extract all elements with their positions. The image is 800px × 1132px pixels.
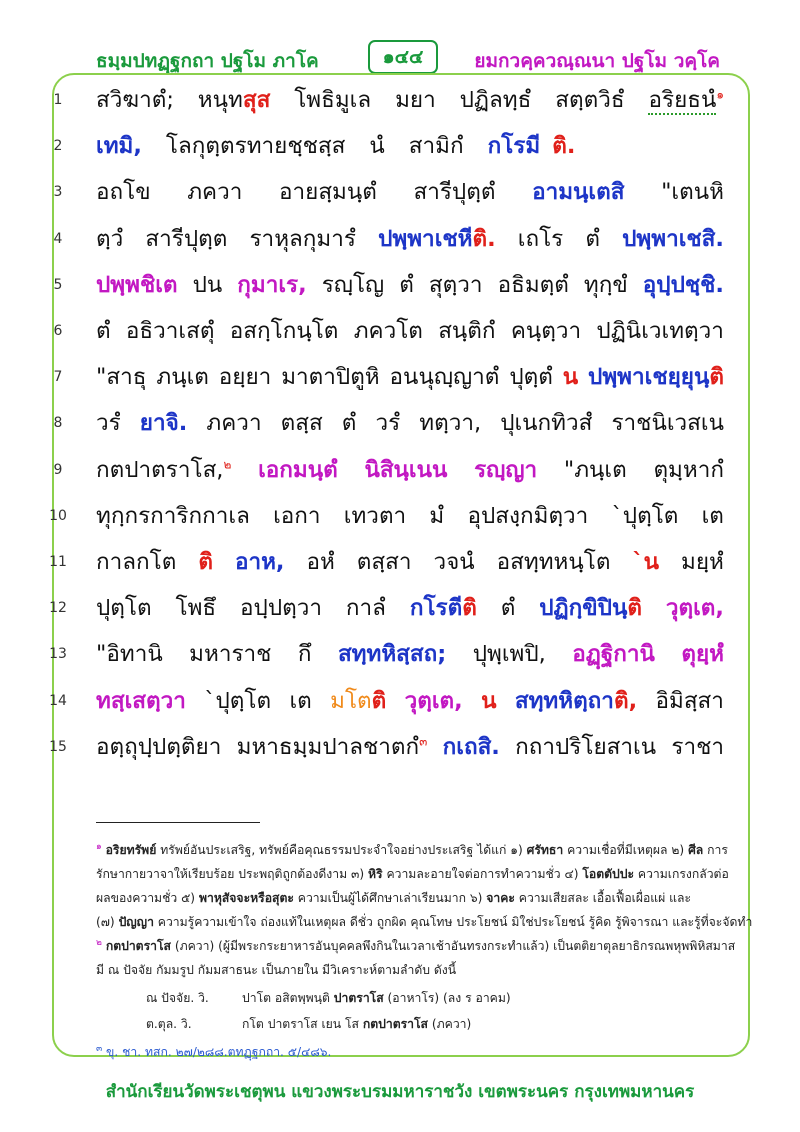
- word-group: [237, 724, 428, 770]
- word: อฏฺฐิกานิ: [572, 641, 655, 668]
- word-group: [96, 308, 111, 354]
- word: ตํ: [399, 271, 414, 298]
- word-group: [258, 447, 338, 493]
- word: มยฺหํ: [681, 549, 724, 575]
- word-group: [206, 400, 261, 446]
- word-group: [511, 308, 581, 354]
- line-number: 1: [53, 92, 63, 108]
- footnote-marker: ๒: [223, 457, 232, 472]
- line-number: 14: [49, 692, 67, 709]
- text-line: [96, 447, 724, 493]
- word: ตํ: [341, 410, 357, 437]
- word-group: [357, 539, 412, 585]
- word: โลกุตฺตรทายชฺชสฺส: [165, 133, 346, 160]
- word-group: [588, 354, 724, 400]
- word: ติ: [371, 687, 387, 714]
- word: มหาธมฺมปาลชาตกํ: [236, 733, 420, 760]
- line-number: 2: [53, 138, 63, 155]
- word: กุมาเร,: [237, 271, 307, 298]
- word: ทุกฺขํ: [583, 271, 628, 298]
- footnote-marker: ๓: [419, 734, 428, 749]
- word: ปุพฺเพปิ,: [472, 641, 546, 668]
- word-group: [175, 585, 216, 631]
- word-group: [467, 493, 588, 539]
- word-group: [281, 354, 379, 400]
- word-group: [279, 169, 377, 215]
- word: เต: [701, 502, 724, 529]
- text-line: [96, 585, 724, 631]
- word-group: [96, 354, 146, 400]
- word-group: [419, 400, 481, 446]
- word-group: [96, 447, 231, 493]
- word-group: [584, 262, 628, 308]
- word: ติ: [627, 595, 642, 622]
- word-group: [342, 400, 357, 446]
- word: สุส: [242, 87, 271, 113]
- word-group: [518, 216, 563, 262]
- word: มํ: [429, 502, 445, 529]
- word: ปุตฺโต: [96, 595, 152, 622]
- footnote-2-row-2: ต.ตุล. วิ. กโต ปาตราโส เยน โส กตปาตราโส (ภควา): [146, 1017, 472, 1031]
- chapter-title: ยมกวคฺควณฺณนา ปฐโม วคฺโค: [474, 50, 720, 72]
- word: สนฺติกํ: [438, 318, 496, 344]
- word: ปพฺพาเชยฺยุนฺ: [588, 364, 710, 391]
- word-group: [96, 493, 250, 539]
- word: อิมิสฺสา: [655, 687, 724, 714]
- word-group: [473, 631, 546, 677]
- word: `น: [632, 549, 660, 575]
- word: เอกา: [273, 502, 321, 529]
- word: อถโข: [96, 179, 151, 206]
- word: ปฏิลทฺธํ: [459, 87, 532, 113]
- word: อธิวาเสตุํ: [125, 318, 215, 344]
- word-group: [390, 354, 500, 400]
- word: ภควา: [187, 179, 243, 206]
- line-number: 6: [53, 323, 63, 339]
- word-group: [96, 724, 221, 770]
- footnote-2-line-1: $^๒$ กตปาตราโส (ภควา) (ผู้มีพระกระยาหารอันบุคคลพึงกินในเวลาเช้าอันทรงกระทำแล้ว) เป็นตติยาตุลยาธิกรณพหุพพิหิสมาส: [96, 937, 736, 953]
- word-group: [532, 169, 624, 215]
- text-line: [96, 678, 724, 724]
- word: ราหุลกุมารํ: [249, 225, 356, 252]
- word-group: [354, 308, 423, 354]
- footnote-marker: ๑: [716, 87, 724, 102]
- word-group: [346, 585, 386, 631]
- page-header: [0, 40, 800, 76]
- text-line: [96, 77, 724, 123]
- line-number: 15: [49, 738, 67, 755]
- word: อสกฺโกนฺโต: [229, 318, 339, 344]
- footnote-2-line-2: มี ณ ปัจจัย กัมมรูป กัมมสาธนะ เป็นภายใน มีวิเคราะห์ตามลำดับ ดังนี้: [96, 963, 457, 977]
- word: อปฺปตฺวา: [240, 595, 322, 622]
- word-group: [666, 585, 724, 631]
- line-number: 9: [53, 461, 63, 478]
- word: มยา: [395, 87, 436, 113]
- word-group: [405, 678, 463, 724]
- word: กโรมี: [487, 133, 541, 160]
- word-group: [281, 400, 323, 446]
- word: ตุยฺหํ: [681, 641, 724, 668]
- word-group: [681, 631, 724, 677]
- word: ภควา: [206, 410, 262, 437]
- word: `ปุตฺโต: [611, 502, 679, 529]
- word: "ภนฺเต: [563, 456, 627, 483]
- word-group: [140, 400, 188, 446]
- line-number: 12: [49, 600, 67, 617]
- page-number: ๑๔๔: [368, 40, 438, 74]
- word: กตปาตราโส,: [96, 456, 224, 483]
- word-group: [96, 77, 174, 123]
- line-number: 5: [53, 276, 63, 293]
- word: ภควโต: [353, 318, 423, 344]
- word-group: [681, 539, 724, 585]
- word-group: [235, 539, 285, 585]
- word: รญฺโญ: [321, 271, 385, 298]
- text-line: [96, 354, 724, 400]
- word-group: [126, 308, 215, 354]
- word-group: [585, 216, 600, 262]
- word: เทมิ,: [96, 133, 142, 160]
- word: ติ.: [472, 225, 496, 252]
- word: กโรตี: [409, 595, 463, 622]
- word: ตสฺส: [280, 410, 323, 437]
- word-group: [306, 539, 334, 585]
- word-group: [344, 493, 406, 539]
- line-number: 8: [53, 415, 63, 432]
- word-group: [515, 724, 656, 770]
- word-group: [498, 262, 569, 308]
- word: อามนฺเตสิ: [532, 179, 625, 206]
- word-group: [410, 585, 477, 631]
- word-group: [198, 539, 213, 585]
- word-group: [509, 354, 553, 400]
- word: อยฺยา: [218, 364, 272, 391]
- word: ปน: [192, 271, 223, 298]
- word: "เตนหิ: [661, 179, 724, 206]
- word-group: [515, 678, 637, 724]
- word-group: [338, 631, 446, 677]
- footnote-1-line-4: (๗) ปัญญา ความรู้ความเข้าใจ ถ่องแท้ในเหตุผล ดีชั่ว ถูกผิด คุณโทษ ประโยชน์ มิใช่ประโยชน์ รู้คิด รู้พิจารณา และรู้ที่จะจัดทำ: [96, 915, 753, 929]
- word-group: [653, 447, 724, 493]
- word: รญฺญา: [474, 456, 538, 483]
- word: ปพฺพชิเต: [96, 271, 178, 298]
- word: กเถสิ.: [442, 733, 500, 760]
- word: สามิกํ: [408, 133, 464, 160]
- text-line: [96, 308, 724, 354]
- word: สวิฆาตํ;: [96, 87, 174, 113]
- text-line: [96, 216, 724, 262]
- word-group: [322, 262, 385, 308]
- line-number: 4: [53, 230, 63, 247]
- word: เต: [289, 687, 312, 714]
- word-group: [198, 77, 271, 123]
- word-group: [500, 400, 592, 446]
- word: อุปสงฺกมิตฺวา: [467, 502, 589, 529]
- line-number: 10: [49, 507, 67, 524]
- word: ติ,: [613, 687, 638, 714]
- word: เทวตา: [343, 502, 407, 529]
- word: มโต: [330, 687, 372, 714]
- word-group: [501, 585, 516, 631]
- word: ตํ: [500, 595, 516, 622]
- line-number: 11: [49, 554, 67, 570]
- word-group: [96, 678, 186, 724]
- footnote-1-line-2: รักษากายวาจาให้เรียบร้อย ประพฤติถูกต้องดีงาม ๓) หิริ ความละอายใจต่อการทำความชั่ว ๔) โอตตัปปะ ความเกรงกลัวต่อ: [96, 867, 729, 881]
- footnote-rule: [96, 822, 260, 823]
- word: วจนํ: [433, 549, 475, 575]
- word: อตฺถุปฺปตฺติยา: [96, 733, 222, 760]
- word-group: [399, 262, 414, 308]
- page-footer: สำนักเรียนวัดพระเชตุพน แขวงพระบรมมหาราชวัง เขตพระนคร กรุงเทพมหานคร: [105, 1082, 695, 1102]
- word: ติ: [198, 549, 213, 575]
- word-group: [240, 585, 322, 631]
- word: อายสฺมนฺตํ: [278, 179, 377, 206]
- word-group: [156, 354, 209, 400]
- word: ตฺวํ: [96, 225, 124, 252]
- word-group: [409, 123, 476, 169]
- word: นิสินฺเนน: [364, 456, 448, 483]
- word: ตํ: [585, 225, 601, 252]
- word: ราชา: [671, 733, 724, 760]
- word-group: [596, 308, 724, 354]
- word: อาห,: [234, 549, 285, 575]
- word-group: [230, 308, 339, 354]
- text-line: [96, 724, 724, 770]
- word-group: [294, 77, 371, 123]
- word-group: [539, 585, 642, 631]
- word-group: [273, 493, 320, 539]
- word: อธิมตฺตํ: [497, 271, 569, 298]
- text-line: [96, 262, 724, 308]
- word: กถาปริโยสาเน: [515, 733, 657, 760]
- word-group: [166, 123, 357, 169]
- word: น: [562, 364, 579, 391]
- word: กาลํ: [345, 595, 386, 622]
- word-group: [375, 400, 400, 446]
- text-line: [96, 493, 724, 539]
- word: นํ: [369, 133, 385, 160]
- word-group: [460, 77, 532, 123]
- word: มาตาปิตูหิ: [281, 364, 380, 391]
- word: ยาจิ.: [139, 410, 188, 437]
- word-group: [249, 216, 356, 262]
- word: สทฺทหิสฺสถ;: [337, 641, 447, 668]
- word: ติ: [462, 595, 477, 622]
- word-group: [96, 400, 121, 446]
- word-group: [555, 77, 624, 123]
- word-group: [655, 678, 723, 724]
- word-group: [413, 169, 495, 215]
- word-group: [572, 631, 655, 677]
- line-number: 3: [53, 184, 63, 201]
- word: ปุตฺตํ: [509, 364, 553, 391]
- footnote-2-row-1: ณ ปัจจัย. วิ. ปาโต อสิตพฺพนฺติ ปาตราโส (อาหาโร) (ลง ร อาคม): [146, 991, 511, 1005]
- footnote-1-line-1: $^๑$ อริยทรัพย์ ทรัพย์อันประเสริฐ, ทรัพย์คือคุณธรรมประจำใจอย่างประเสริฐ ได้แก่ ๑) ศรัทธา ความเชื่อที่มีเหตุผล ๒) ศีล การ: [96, 841, 728, 857]
- word-group: [648, 77, 724, 123]
- word: หนุท: [197, 87, 243, 113]
- word: วุตฺเต,: [665, 595, 724, 622]
- text-line: [96, 631, 724, 677]
- word: ปพฺพาเชหี: [378, 225, 473, 252]
- word: อุปฺปชฺชิ.: [642, 271, 724, 298]
- word: อหํ: [306, 549, 335, 575]
- word-group: [96, 539, 176, 585]
- word: อนนุญฺญาตํ: [389, 364, 500, 391]
- word-group: [330, 678, 386, 724]
- word-group: [96, 585, 152, 631]
- word-group: [564, 447, 627, 493]
- word: ติ.: [552, 133, 576, 160]
- word: วุตฺเต,: [404, 687, 463, 714]
- word: เถโร: [517, 225, 564, 252]
- text-line: [96, 169, 724, 215]
- word-group: [96, 216, 123, 262]
- word: วรํ: [96, 410, 121, 437]
- word-group: [204, 678, 271, 724]
- word-group: [364, 447, 447, 493]
- word-group: [189, 631, 271, 677]
- word-group: [611, 400, 724, 446]
- word: สทฺทหิตฺถา: [514, 687, 614, 714]
- text-line: [96, 400, 724, 446]
- word-group: [671, 724, 724, 770]
- line-number: 13: [49, 646, 67, 663]
- word-group: [219, 354, 272, 400]
- word-group: [438, 308, 495, 354]
- word: วรํ: [375, 410, 401, 437]
- line-number: 7: [53, 369, 63, 386]
- footnote-3-source: $^๓$ ขุ. ชา. ทสก. ๒๗/๒๘๘.ตทฏฺฐกถา. ๕/๔๘๖.: [96, 1043, 332, 1059]
- word-group: [661, 169, 724, 215]
- word: อสทฺทหนฺโต: [496, 549, 611, 575]
- word-group: [298, 631, 312, 677]
- word-group: [96, 262, 178, 308]
- word: เอกมนฺตํ: [258, 456, 338, 483]
- word: สารีปุตฺตํ: [413, 179, 496, 206]
- word: สตฺตวิธํ: [555, 87, 625, 113]
- word-group: [429, 262, 483, 308]
- word-group: [481, 678, 496, 724]
- word: ทุกฺกรการิกกาเล: [96, 502, 250, 529]
- word-group: [369, 123, 396, 169]
- word: `ปุตฺโต: [204, 687, 272, 714]
- word: ปพฺพาเชสิ.: [622, 225, 724, 252]
- word: ภนฺเต: [156, 364, 209, 391]
- word: ติ: [709, 364, 724, 391]
- book-title: ธมฺมปทฏฺฐกถา ปฐโม ภาโค: [96, 50, 319, 72]
- word: ตํ: [96, 318, 111, 344]
- word-group: [433, 539, 474, 585]
- word: "สาธุ: [96, 364, 147, 391]
- word-group: [289, 678, 311, 724]
- word-group: [187, 169, 242, 215]
- word: มหาราช: [189, 641, 272, 668]
- word: อริยธนํ: [648, 87, 717, 113]
- word: ปุเนกทิวสํ: [500, 410, 593, 437]
- word-group: [612, 493, 679, 539]
- footnote-1-line-3: ผลของความชั่ว ๕) พาหุสัจจะหรือสุตะ ความเป็นผู้ได้ศึกษาเล่าเรียนมาก ๖) จาคะ ความเสียสละ เอื้อเฟื้อเผื่อแผ่ และ: [96, 891, 692, 905]
- word-group: [643, 262, 724, 308]
- word: โพธิมูเล: [294, 87, 372, 113]
- word-group: [237, 262, 306, 308]
- word-group: [622, 216, 724, 262]
- word: กึ: [297, 641, 312, 668]
- word: โพธึ: [175, 595, 217, 622]
- word: สารีปุตฺต: [145, 225, 228, 252]
- word-group: [488, 123, 588, 169]
- word: ราชนิเวสเน: [611, 410, 724, 437]
- text-line: [96, 123, 724, 169]
- word-group: [497, 539, 611, 585]
- word: "อิทานิ: [96, 641, 163, 668]
- word: ทสฺเสตฺวา: [96, 687, 186, 714]
- word: ตสฺสา: [356, 549, 412, 575]
- word-group: [96, 123, 154, 169]
- word: ปฏิกฺขิปินฺ: [539, 595, 628, 622]
- word-group: [702, 493, 724, 539]
- word: คนฺตฺวา: [510, 318, 582, 344]
- word: ทตฺวา,: [419, 410, 482, 437]
- word: สุตฺวา: [428, 271, 483, 298]
- word-group: [145, 216, 227, 262]
- word-group: [632, 539, 659, 585]
- word: น: [481, 687, 497, 714]
- word-group: [395, 77, 436, 123]
- word: ปฏินิเวเทตฺวา: [596, 318, 724, 344]
- text-line: [96, 539, 724, 585]
- word-group: [443, 724, 500, 770]
- word-group: [563, 354, 578, 400]
- word-group: [474, 447, 537, 493]
- word: กาลกโต: [96, 549, 177, 575]
- word-group: [96, 631, 163, 677]
- word-group: [193, 262, 223, 308]
- word-group: [96, 169, 151, 215]
- word-group: [378, 216, 496, 262]
- word: ตุมฺหากํ: [653, 456, 724, 483]
- word-group: [429, 493, 444, 539]
